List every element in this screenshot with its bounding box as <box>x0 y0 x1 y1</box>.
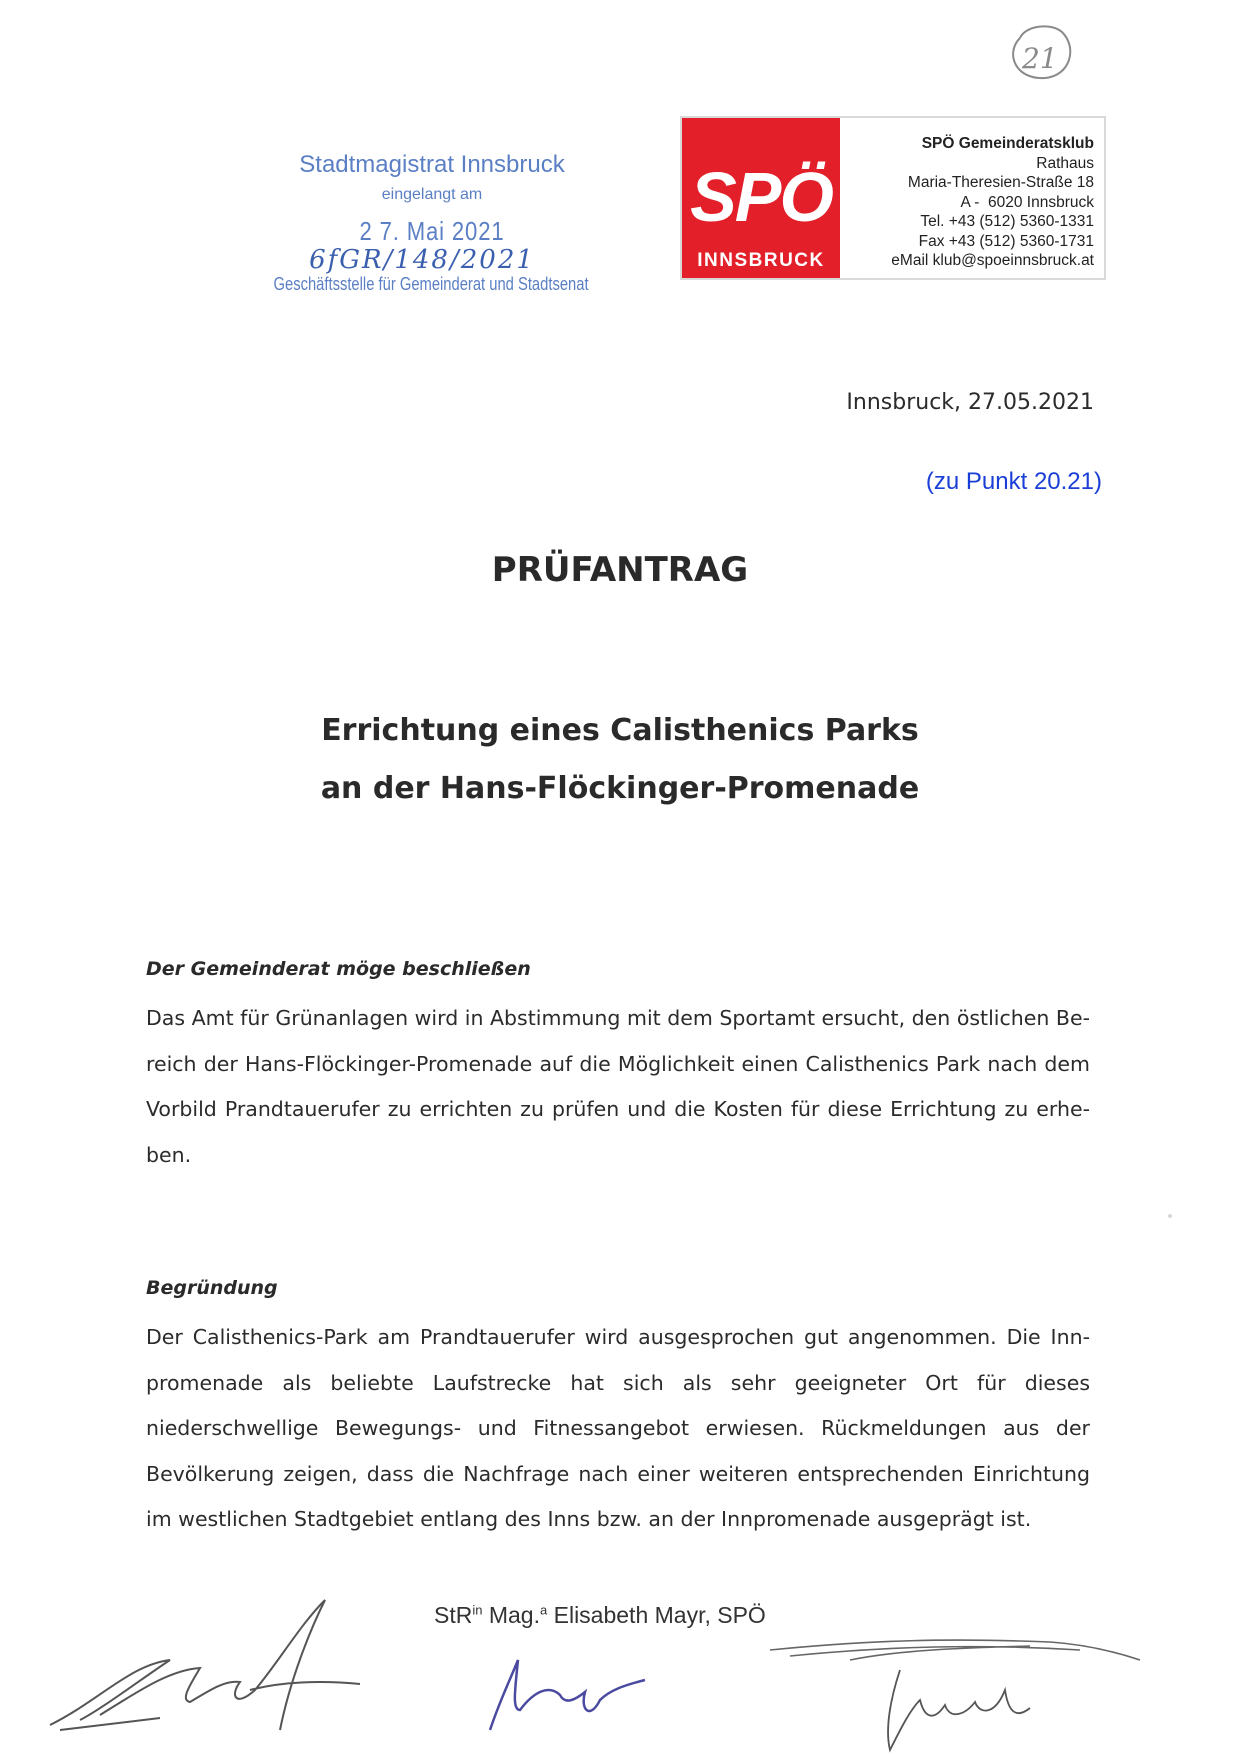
signature-left <box>40 1590 370 1740</box>
signatory-prefix: StR <box>434 1602 473 1628</box>
stamp-received-label: eingelangt am <box>381 186 483 203</box>
resolution-heading: Der Gemeinderat möge beschließen <box>146 958 531 980</box>
signature-right <box>750 1620 1150 1754</box>
spo-logo <box>682 118 840 278</box>
subject-line-2: an der Hans-Flöckinger-Promenade <box>320 771 920 806</box>
contact-club: SPÖ Gemeinderatsklub <box>921 135 1094 152</box>
letterhead <box>680 116 1106 280</box>
contact-fax: Fax +43 (512) 5360-1731 <box>918 232 1094 250</box>
resolution-section <box>146 958 1090 1178</box>
handwritten-page-number <box>1000 18 1080 88</box>
resolution-body: Das Amt für Grünanlagen wird in Abstimmung mit dem Sportamt ersucht, den östlichen Bereich der Hans-Flöckinger-Promenade auf die Möglichkeit einen Calisthenics Park nach dem Vorbild Prandtauerufer zu errichten zu prüfen und die Kosten für diese Errichtung zu erheben. <box>146 1006 1090 1167</box>
contact-email: eMail klub@spoeinnsbruck.at <box>891 252 1094 269</box>
subject-line-1: Errichtung eines Calisthenics Parks <box>321 713 919 748</box>
receipt-stamp <box>272 150 592 294</box>
signature-center <box>470 1640 670 1740</box>
stamp-reference: 6fGR/148/2021 <box>309 245 535 275</box>
reasoning-body: Der Calisthenics-Park am Prandtauerufer wird ausgesprochen gut angenommen. Die Innpromenade als beliebte Laufstrecke hat sich als sehr geeigneter Ort für dieses niederschwellige Bewegungs- und Fitnessangebot erwiesen. Rückmeldungen aus der Bevölkerung zeigen, dass die Nachfrage nach einer weiteren entsprechenden Einrichtung im westlichen Stadtgebiet entlang des Inns bzw. an der Innpromenade ausgeprägt ist. <box>146 1325 1090 1531</box>
signatory-name: Elisabeth Mayr, SPÖ <box>553 1602 766 1628</box>
reasoning-heading: Begründung <box>146 1277 278 1299</box>
logo-city: INNSBRUCK <box>697 250 825 271</box>
agenda-reference: (zu Punkt 20.21) <box>925 468 1102 495</box>
contact-building: Rathaus <box>1036 154 1094 172</box>
logo-brand: SPÖ <box>690 158 832 236</box>
signatory-line <box>434 1602 766 1629</box>
stamp-office: Geschäftsstelle für Gemeinderat und Stadtsenat <box>273 274 589 294</box>
page-number-text: 21 <box>1022 42 1058 75</box>
scan-dust-speck <box>1168 1214 1172 1218</box>
contact-postcode: A - 6020 Innsbruck <box>960 193 1094 211</box>
signatory-title: Mag. <box>488 1602 540 1628</box>
contact-street: Maria-Theresien-Straße 18 <box>907 174 1094 191</box>
contact-block <box>891 134 1094 271</box>
stamp-date: 2 7. Mai 2021 <box>359 216 505 246</box>
signatory-prefix-sup: in <box>472 1602 483 1618</box>
document-type-heading: PRÜFANTRAG <box>491 550 749 590</box>
reasoning-section <box>146 1277 1090 1543</box>
contact-phone: Tel. +43 (512) 5360-1331 <box>920 213 1094 230</box>
place-date: Innsbruck, 27.05.2021 <box>846 390 1094 415</box>
stamp-organization: Stadtmagistrat Innsbruck <box>299 151 565 178</box>
signatory-title-sup: a <box>540 1602 548 1618</box>
subject-title <box>0 702 1240 818</box>
